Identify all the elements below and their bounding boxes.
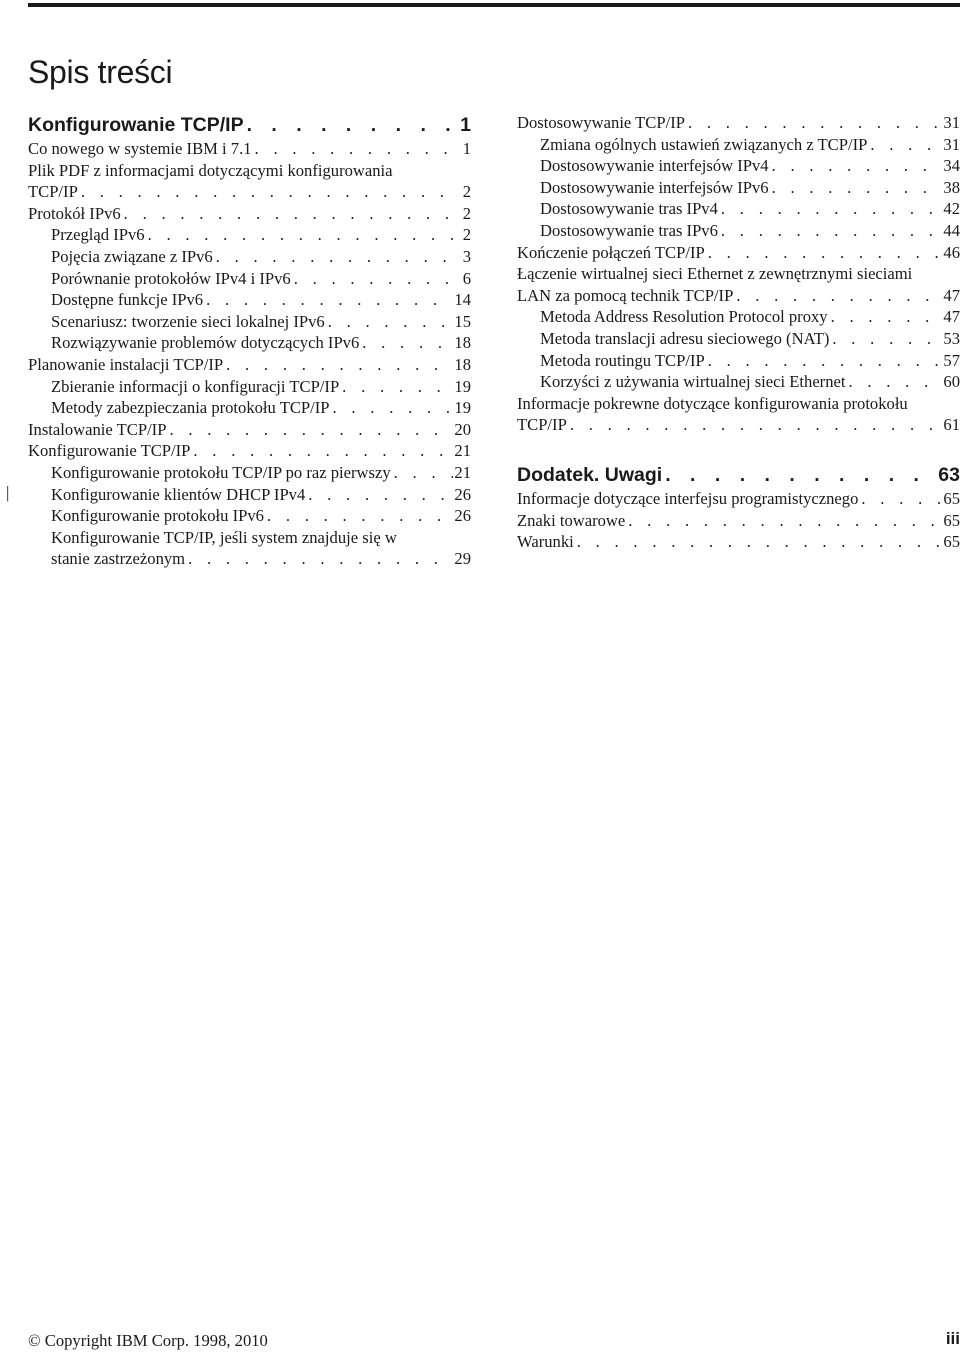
toc-entry-title: Korzyści z używania wirtualnej sieci Ethernet [540, 372, 846, 392]
toc-entry[interactable] [28, 332, 471, 354]
toc-dot-leader [391, 462, 453, 484]
toc-dot-leader [252, 138, 453, 160]
toc-dot-leader [223, 354, 453, 376]
toc-entry-title: Protokół IPv6 [28, 203, 121, 223]
toc-entry-title: Dostosowywanie interfejsów IPv4 [540, 156, 769, 176]
toc-entry[interactable] [28, 289, 471, 311]
toc-entry-title: stanie zastrzeżonym [51, 549, 186, 569]
toc-entry[interactable] [517, 393, 960, 415]
toc-entry-title: Znaki towarowe [517, 510, 626, 530]
toc-entry-page: 53 [943, 328, 960, 348]
toc-entry-page: 65 [943, 488, 960, 508]
toc-entry[interactable] [517, 328, 960, 350]
toc-entry[interactable] [517, 350, 960, 372]
toc-entry[interactable] [517, 531, 960, 553]
toc-entry[interactable] [517, 177, 960, 199]
toc-dot-leader [733, 285, 942, 307]
toc-entry-page: 2 [462, 182, 471, 202]
top-rule [28, 3, 960, 7]
toc-entry[interactable] [517, 220, 960, 242]
toc-entry-page: 15 [454, 311, 471, 331]
toc-dot-leader [662, 462, 938, 488]
toc-entry-title: Scenariusz: tworzenie sieci lokalnej IPv6 [51, 311, 325, 331]
toc-entry-title: Metoda routingu TCP/IP [540, 350, 705, 370]
toc-entry[interactable] [28, 311, 471, 333]
toc-dot-leader [829, 328, 942, 350]
toc-entry-title: Informacje pokrewne dotyczące konfigurowania protokołu [517, 393, 908, 413]
toc-entry[interactable] [517, 488, 960, 510]
toc-entry-title: LAN za pomocą technik TCP/IP [517, 285, 734, 305]
toc-entry[interactable] [517, 306, 960, 328]
toc-entry-title: Planowanie instalacji TCP/IP [28, 354, 224, 374]
toc-entry-title: Konfigurowanie TCP/IP [28, 114, 244, 136]
toc-dot-leader [845, 371, 942, 393]
toc-dot-leader [828, 306, 942, 328]
toc-entry[interactable] [517, 414, 960, 436]
section-gap [517, 436, 960, 462]
toc-entry[interactable] [28, 203, 471, 225]
toc-dot-leader [769, 155, 942, 177]
toc-entry-page: 34 [943, 156, 960, 176]
toc-entry-page: 63 [938, 463, 960, 486]
toc-entry-title: Dostosowywanie tras IPv6 [540, 220, 718, 240]
toc-entry-page: 65 [943, 510, 960, 530]
page-title: Spis treści [28, 54, 173, 90]
toc-entry-page: 47 [943, 307, 960, 327]
toc-entry-title: TCP/IP [517, 415, 567, 435]
toc-entry-title: Konfigurowanie protokołu IPv6 [51, 506, 264, 526]
toc-entry-title: TCP/IP [28, 182, 78, 202]
toc-entry-title: Co nowego w systemie IBM i 7.1 [28, 139, 252, 158]
toc-entry[interactable] [28, 505, 471, 527]
toc-entry-title: Łączenie wirtualnej sieci Ethernet z zewnętrznymi sieciami [517, 264, 913, 284]
change-bar: | [6, 483, 10, 502]
toc-entry-page: 44 [943, 220, 960, 240]
toc-entry[interactable] [28, 376, 471, 398]
toc-entry-page: 6 [462, 268, 471, 288]
toc-entry-title: Kończenie połączeń TCP/IP [517, 242, 705, 262]
toc-entry-page: 46 [943, 242, 960, 262]
toc-dot-leader [718, 220, 942, 242]
toc-dot-leader [166, 419, 453, 441]
toc-dot-leader [78, 181, 453, 203]
toc-entry-page: 65 [943, 532, 960, 552]
toc-dot-leader [574, 531, 942, 553]
toc-entry[interactable] [517, 155, 960, 177]
toc-entry-title: Konfigurowanie TCP/IP [28, 441, 191, 461]
toc-entry-page: 57 [943, 350, 960, 370]
toc-entry-title: Dostępne funkcje IPv6 [51, 290, 204, 310]
toc-entry-page: 18 [454, 333, 471, 353]
toc-entry[interactable] [28, 246, 471, 268]
toc-dot-leader [769, 177, 942, 199]
toc-entry-title: Metody zabezpieczania protokołu TCP/IP [51, 398, 330, 418]
toc-entry-page: 19 [454, 398, 471, 418]
toc-entry-title: Konfigurowanie klientów DHCP IPv4 [51, 484, 306, 504]
toc-entry-title: Metoda Address Resolution Protocol proxy [540, 307, 828, 327]
toc-entry[interactable] [28, 397, 471, 419]
toc-right-column [517, 112, 960, 553]
toc-entry-page: 61 [943, 415, 960, 435]
toc-dot-leader [330, 397, 454, 419]
toc-dot-leader [858, 488, 942, 510]
toc-dot-leader [203, 289, 453, 311]
toc-entry-title: Konfigurowanie TCP/IP, jeśli system znajduje się w [51, 527, 397, 547]
toc-dot-leader [325, 311, 453, 333]
toc-entry-page: 21 [454, 462, 471, 482]
toc-entry[interactable] [517, 510, 960, 532]
toc-entry-title: Instalowanie TCP/IP [28, 419, 167, 439]
toc-entry[interactable] [28, 419, 471, 441]
toc-entry-page: 26 [454, 506, 471, 526]
toc-entry[interactable] [28, 440, 471, 462]
toc-entry[interactable] [28, 224, 471, 246]
toc-entry-page: 3 [462, 246, 471, 266]
toc-entry-title: Porównanie protokołów IPv4 i IPv6 [51, 268, 291, 288]
toc-dot-leader [685, 112, 942, 134]
toc-dot-leader [718, 198, 942, 220]
toc-entry[interactable] [517, 263, 960, 285]
toc-dot-leader [567, 414, 942, 436]
toc-entry[interactable] [517, 285, 960, 307]
toc-entry-page: 14 [454, 290, 471, 310]
toc-dot-leader [213, 246, 453, 268]
toc-entry-page: 38 [943, 177, 960, 197]
toc-entry-page: 60 [943, 372, 960, 392]
toc-entry[interactable] [517, 112, 960, 134]
toc-entry-title: Warunki [517, 532, 574, 552]
toc-chapter-entry[interactable] [28, 112, 471, 138]
toc-entry-title: Przegląd IPv6 [51, 225, 145, 245]
toc-entry-page: 19 [454, 376, 471, 396]
toc-dot-leader [305, 484, 453, 506]
toc-entry[interactable] [517, 242, 960, 264]
toc-dot-leader [359, 332, 453, 354]
toc-dot-leader [625, 510, 942, 532]
toc-entry[interactable] [28, 527, 471, 549]
toc-entry[interactable] [28, 138, 471, 160]
toc-entry[interactable] [28, 462, 471, 484]
toc-entry[interactable] [517, 198, 960, 220]
toc-dot-leader [185, 548, 453, 570]
toc-entry-page: 1 [462, 139, 471, 158]
toc-entry-title: Plik PDF z informacjami dotyczącymi konfigurowania [28, 160, 393, 180]
toc-dot-leader [244, 112, 453, 138]
toc-entry-title: Dostosowywanie interfejsów IPv6 [540, 177, 769, 197]
toc-left-column [28, 112, 471, 570]
toc-dot-leader [121, 203, 453, 225]
toc-entry-title: Konfigurowanie protokołu TCP/IP po raz pierwszy [51, 462, 391, 482]
toc-dot-leader [339, 376, 453, 398]
toc-entry-page: 29 [454, 549, 471, 569]
toc-entry[interactable] [28, 181, 471, 203]
toc-dot-leader [867, 134, 942, 156]
toc-entry-page: 1 [460, 114, 471, 136]
toc-entry-page: 31 [943, 134, 960, 154]
toc-entry-title: Dostosowywanie tras IPv4 [540, 199, 718, 219]
footer-page-number: iii [945, 1329, 960, 1348]
toc-entry-page: 42 [943, 199, 960, 219]
toc-dot-leader [705, 350, 942, 372]
toc-entry-title: Zbieranie informacji o konfiguracji TCP/IP [51, 376, 340, 396]
toc-entry-page: 2 [462, 203, 471, 223]
toc-entry-title: Dostosowywanie TCP/IP [517, 113, 685, 132]
toc-entry-title: Pojęcia związane z IPv6 [51, 246, 213, 266]
toc-entry-title: Metoda translacji adresu sieciowego (NAT) [540, 328, 830, 348]
toc-entry[interactable] [28, 354, 471, 376]
toc-entry-page: 31 [943, 113, 960, 132]
toc-entry-page: 2 [462, 225, 471, 245]
toc-entry-title: Dodatek. Uwagi [517, 463, 663, 486]
footer-copyright: © Copyright IBM Corp. 1998, 2010 [28, 1331, 268, 1350]
toc-entry-page: 21 [454, 441, 471, 461]
toc-dot-leader [190, 440, 453, 462]
toc-dot-leader [264, 505, 453, 527]
toc-entry[interactable] [28, 160, 471, 182]
toc-entry-title: Rozwiązywanie problemów dotyczących IPv6 [51, 333, 360, 353]
toc-entry-page: 20 [454, 419, 471, 439]
toc-entry-page: 26 [454, 484, 471, 504]
toc-entry[interactable] [28, 484, 471, 506]
toc-entry[interactable] [517, 134, 960, 156]
toc-entry[interactable] [517, 371, 960, 393]
toc-entry[interactable] [28, 548, 471, 570]
toc-entry[interactable] [28, 268, 471, 290]
toc-dot-leader [145, 224, 453, 246]
toc-dot-leader [291, 268, 453, 290]
toc-dot-leader [705, 242, 942, 264]
toc-chapter-entry[interactable] [517, 462, 960, 488]
toc-entry-title: Zmiana ogólnych ustawień związanych z TCP/IP [540, 134, 868, 154]
toc-entry-page: 47 [943, 285, 960, 305]
toc-entry-title: Informacje dotyczące interfejsu programistycznego [517, 488, 859, 508]
toc-entry-page: 18 [454, 354, 471, 374]
